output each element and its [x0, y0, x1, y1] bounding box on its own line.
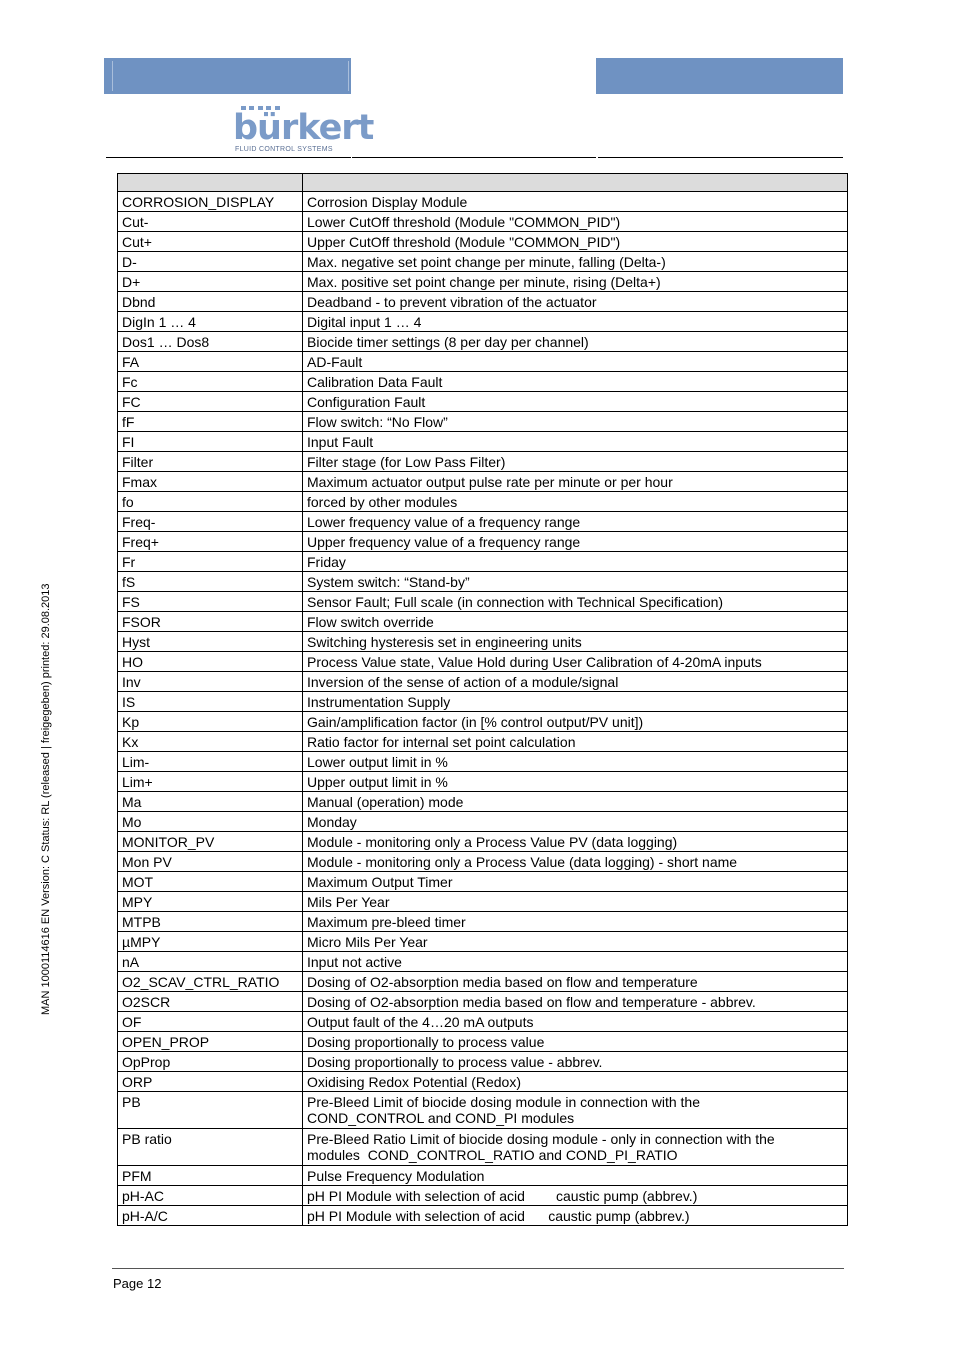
- table-row: [118, 292, 848, 312]
- description-cell: System switch: “Stand-by”: [303, 572, 848, 592]
- description-cell: Max. positive set point change per minute, rising (Delta+): [303, 272, 848, 292]
- description-cell: Process Value state, Value Hold during User Calibration of 4-20mA inputs: [303, 652, 848, 672]
- description-cell: Filter stage (for Low Pass Filter): [303, 452, 848, 472]
- abbreviation-cell: Fmax: [118, 472, 303, 492]
- abbreviation-cell: nA: [118, 952, 303, 972]
- description-cell: Upper output limit in %: [303, 772, 848, 792]
- table-row: [118, 712, 848, 732]
- table-row: [118, 732, 848, 752]
- table-row: [118, 1206, 848, 1226]
- abbreviation-cell: Dos1 … Dos8: [118, 332, 303, 352]
- table-row: [118, 1072, 848, 1092]
- table-row: [118, 352, 848, 372]
- description-cell: Monday: [303, 812, 848, 832]
- abbreviation-cell: Dbnd: [118, 292, 303, 312]
- description-cell: Micro Mils Per Year: [303, 932, 848, 952]
- logo-wordmark: bürkert: [233, 108, 374, 148]
- abbreviation-cell: MOT: [118, 872, 303, 892]
- abbreviation-cell: DigIn 1 … 4: [118, 312, 303, 332]
- description-cell: Output fault of the 4…20 mA outputs: [303, 1012, 848, 1032]
- header-bar-stripe: [348, 61, 349, 91]
- abbreviation-cell: HO: [118, 652, 303, 672]
- table-row: [118, 1166, 848, 1186]
- abbreviation-cell: D+: [118, 272, 303, 292]
- abbreviation-cell: pH-AC: [118, 1186, 303, 1206]
- table-row: [118, 912, 848, 932]
- abbreviation-cell: Hyst: [118, 632, 303, 652]
- description-cell: Lower CutOff threshold (Module "COMMON_PID"): [303, 212, 848, 232]
- table-row: [118, 672, 848, 692]
- abbreviation-cell: PFM: [118, 1166, 303, 1186]
- abbreviation-cell: Cut+: [118, 232, 303, 252]
- table-row: [118, 212, 848, 232]
- description-cell: Calibration Data Fault: [303, 372, 848, 392]
- description-cell: Dosing proportionally to process value - abbrev.: [303, 1052, 848, 1072]
- table-row: [118, 392, 848, 412]
- description-cell: Pre-Bleed Limit of biocide dosing module in connection with the COND_CONTROL and COND_PI modules: [303, 1092, 848, 1129]
- abbreviation-cell: MPY: [118, 892, 303, 912]
- table-row: [118, 532, 848, 552]
- description-cell: Instrumentation Supply: [303, 692, 848, 712]
- abbreviation-cell: CORROSION_DISPLAY: [118, 192, 303, 212]
- description-cell: Corrosion Display Module: [303, 192, 848, 212]
- header-rule: [352, 157, 596, 158]
- table-row: [118, 332, 848, 352]
- abbreviation-cell: fo: [118, 492, 303, 512]
- description-cell: Pulse Frequency Modulation: [303, 1166, 848, 1186]
- abbreviation-cell: FS: [118, 592, 303, 612]
- table-row: [118, 492, 848, 512]
- abbreviation-cell: IS: [118, 692, 303, 712]
- abbreviation-table: [117, 173, 848, 1226]
- logo-tagline: FLUID CONTROL SYSTEMS: [235, 146, 333, 153]
- header-bar-left: [104, 58, 351, 94]
- abbreviation-cell: OpProp: [118, 1052, 303, 1072]
- description-cell: Configuration Fault: [303, 392, 848, 412]
- table-row: [118, 452, 848, 472]
- table-row: [118, 612, 848, 632]
- abbreviation-cell: OF: [118, 1012, 303, 1032]
- table-row: [118, 792, 848, 812]
- table-row: [118, 1052, 848, 1072]
- description-cell: Lower output limit in %: [303, 752, 848, 772]
- description-cell: Module - monitoring only a Process Value PV (data logging): [303, 832, 848, 852]
- abbreviation-cell: Cut-: [118, 212, 303, 232]
- document-status-sidebar: MAN 1000114616 EN Version: C Status: RL (released | freigegeben) printed: 29.08.2013: [40, 583, 52, 1015]
- table-row: [118, 592, 848, 612]
- description-cell: pH PI Module with selection of acid caustic pump (abbrev.): [303, 1186, 848, 1206]
- abbreviation-cell: PB ratio: [118, 1129, 303, 1166]
- abbreviation-cell: PB: [118, 1092, 303, 1129]
- abbreviation-cell: Mo: [118, 812, 303, 832]
- abbreviation-cell: Lim-: [118, 752, 303, 772]
- table-row: [118, 232, 848, 252]
- table-header-cell: [118, 174, 303, 192]
- description-cell: AD-Fault: [303, 352, 848, 372]
- description-cell: Digital input 1 … 4: [303, 312, 848, 332]
- table-row: [118, 272, 848, 292]
- table-row: [118, 872, 848, 892]
- abbreviation-cell: µMPY: [118, 932, 303, 952]
- table-row: [118, 992, 848, 1012]
- description-cell: Switching hysteresis set in engineering units: [303, 632, 848, 652]
- header-rule: [598, 157, 843, 158]
- table-row: [118, 892, 848, 912]
- abbreviation-cell: O2SCR: [118, 992, 303, 1012]
- description-cell: Oxidising Redox Potential (Redox): [303, 1072, 848, 1092]
- abbreviation-cell: Lim+: [118, 772, 303, 792]
- table-row: [118, 252, 848, 272]
- abbreviation-cell: Fr: [118, 552, 303, 572]
- header-rule: [106, 157, 351, 158]
- burkert-logo: [233, 104, 374, 156]
- table-row: [118, 432, 848, 452]
- abbreviation-cell: fS: [118, 572, 303, 592]
- abbreviation-cell: Kp: [118, 712, 303, 732]
- description-cell: Deadband - to prevent vibration of the actuator: [303, 292, 848, 312]
- abbreviation-cell: OPEN_PROP: [118, 1032, 303, 1052]
- description-cell: Maximum Output Timer: [303, 872, 848, 892]
- abbreviation-cell: FI: [118, 432, 303, 452]
- table-row: [118, 812, 848, 832]
- abbreviation-cell: Ma: [118, 792, 303, 812]
- description-cell: Maximum pre-bleed timer: [303, 912, 848, 932]
- table-row: [118, 932, 848, 952]
- description-cell: forced by other modules: [303, 492, 848, 512]
- description-cell: Dosing of O2-absorption media based on flow and temperature - abbrev.: [303, 992, 848, 1012]
- description-cell: Biocide timer settings (8 per day per channel): [303, 332, 848, 352]
- description-cell: Max. negative set point change per minute, falling (Delta-): [303, 252, 848, 272]
- description-cell: Sensor Fault; Full scale (in connection with Technical Specification): [303, 592, 848, 612]
- abbreviation-cell: FC: [118, 392, 303, 412]
- table-row: [118, 1032, 848, 1052]
- abbreviation-cell: MONITOR_PV: [118, 832, 303, 852]
- table-header-row: [118, 174, 848, 192]
- table-row: [118, 572, 848, 592]
- table-row: [118, 972, 848, 992]
- abbreviation-cell: FSOR: [118, 612, 303, 632]
- table-header-cell: [303, 174, 848, 192]
- description-cell: Input Fault: [303, 432, 848, 452]
- description-cell: Input not active: [303, 952, 848, 972]
- table-row: [118, 372, 848, 392]
- abbreviation-cell: Freq+: [118, 532, 303, 552]
- abbreviation-cell: MTPB: [118, 912, 303, 932]
- abbreviation-cell: ORP: [118, 1072, 303, 1092]
- description-cell: Flow switch override: [303, 612, 848, 632]
- table-row: [118, 1092, 848, 1129]
- description-cell: Pre-Bleed Ratio Limit of biocide dosing module - only in connection with the modules COND_CONTROL_RATIO and COND_PI_RATIO: [303, 1129, 848, 1166]
- table-row: [118, 692, 848, 712]
- table-row: [118, 1012, 848, 1032]
- table-row: [118, 772, 848, 792]
- table-row: [118, 852, 848, 872]
- abbreviation-cell: Kx: [118, 732, 303, 752]
- description-cell: Gain/amplification factor (in [% control output/PV unit]): [303, 712, 848, 732]
- abbreviation-cell: pH-A/C: [118, 1206, 303, 1226]
- footer-rule: [112, 1268, 562, 1269]
- abbreviation-cell: FA: [118, 352, 303, 372]
- abbreviation-cell: Fc: [118, 372, 303, 392]
- description-cell: Upper CutOff threshold (Module "COMMON_PID"): [303, 232, 848, 252]
- table-row: [118, 752, 848, 772]
- table-row: [118, 832, 848, 852]
- header-bar-right: [596, 58, 843, 94]
- abbreviation-cell: O2_SCAV_CTRL_RATIO: [118, 972, 303, 992]
- description-cell: Inversion of the sense of action of a module/signal: [303, 672, 848, 692]
- abbreviation-cell: Freq-: [118, 512, 303, 532]
- description-cell: Flow switch: “No Flow”: [303, 412, 848, 432]
- abbreviation-cell: fF: [118, 412, 303, 432]
- table-row: [118, 512, 848, 532]
- table-row: [118, 1186, 848, 1206]
- description-cell: Upper frequency value of a frequency range: [303, 532, 848, 552]
- abbreviation-cell: Filter: [118, 452, 303, 472]
- abbreviation-cell: Mon PV: [118, 852, 303, 872]
- description-cell: pH PI Module with selection of acid caustic pump (abbrev.): [303, 1206, 848, 1226]
- description-cell: Friday: [303, 552, 848, 572]
- description-cell: Lower frequency value of a frequency range: [303, 512, 848, 532]
- description-cell: Module - monitoring only a Process Value (data logging) - short name: [303, 852, 848, 872]
- table-row: [118, 472, 848, 492]
- table-row: [118, 192, 848, 212]
- table-row: [118, 952, 848, 972]
- description-cell: Manual (operation) mode: [303, 792, 848, 812]
- table-row: [118, 652, 848, 672]
- table-row: [118, 312, 848, 332]
- abbreviation-cell: Inv: [118, 672, 303, 692]
- table-row: [118, 1129, 848, 1166]
- table-row: [118, 412, 848, 432]
- table-row: [118, 552, 848, 572]
- description-cell: Ratio factor for internal set point calculation: [303, 732, 848, 752]
- abbreviation-cell: D-: [118, 252, 303, 272]
- footer-rule: [562, 1268, 844, 1269]
- description-cell: Maximum actuator output pulse rate per minute or per hour: [303, 472, 848, 492]
- page-number: Page 12: [113, 1276, 162, 1291]
- table-row: [118, 632, 848, 652]
- description-cell: Mils Per Year: [303, 892, 848, 912]
- header-bar-stripe: [112, 61, 113, 91]
- description-cell: Dosing proportionally to process value: [303, 1032, 848, 1052]
- description-cell: Dosing of O2-absorption media based on flow and temperature: [303, 972, 848, 992]
